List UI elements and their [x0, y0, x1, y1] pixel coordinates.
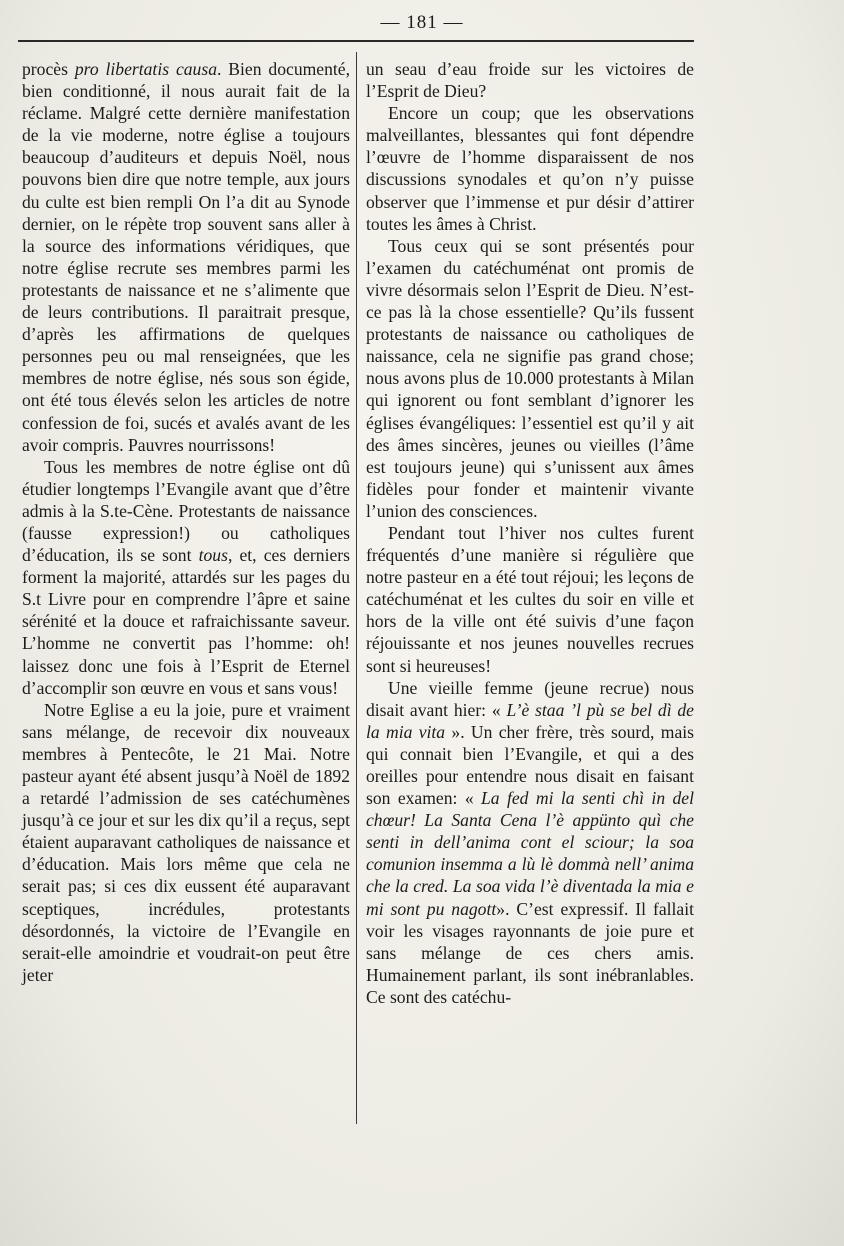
paragraph: Notre Eglise a eu la joie, pure et vraiment sans mélange, de recevoir dix nouveaux membres à Pentecôte, le 21 Mai. Notre pasteur ayant été absent jusqu’à Noël de 1892 a retardé l’admission de ses catéchumènes jusqu’à ce jour et sur les dix qu’il a reçus, sept étaient auparavant catholiques de naissance et d’éducation. Mais lors même que cela ne serait pas; si ces dix eussent été auparavant sceptiques, incrédules, protestants désordonnés, la victoire de l’Evangile en serait-elle amoindrie et voudrait-on peut être jeter [22, 699, 350, 985]
paragraph: Tous ceux qui se sont présentés pour l’examen du catéchuménat ont promis de vivre désormais selon l’Esprit de Dieu. N’est-ce pas là la chose essentielle? Qu’ils fussent protestants de naissance ou catholiques de naissance, cela ne signifie pas grand chose; nous avons plus de 10.000 protestants à Milan qui ignorent ou font semblant d’ignorer les églises évangéliques: l’essentiel est qu’il y ait des âmes sincères, jeunes ou vieilles (l’âme est toujours jeune) qui s’unissent aux âmes fidèles pour fonder et maintenir vivante l’union des consciences. [366, 235, 694, 521]
right-column [366, 58, 694, 1008]
left-column [22, 58, 350, 986]
paragraph: Pendant tout l’hiver nos cultes furent fréquentés d’une manière si régulière que notre pasteur en a été tout réjoui; les leçons de catéchuménat et les cultes du soir en ville et hors de la ville ont été suivis d’une façon réjouissante et nos jeunes nouvelles recrues sont si heureuses! [366, 522, 694, 676]
header-rule [18, 40, 694, 42]
page-number: — 181 — [380, 12, 464, 33]
paragraph: Une vieille femme (jeune recrue) nous disait avant hier: « L’è staa ’l pù se bel dì de la mia vita ». Un cher frère, très sourd, mais qui connait bien l’Evangile, et qui a des oreilles pour entendre nous disait en faisant son examen: « La fed mi la senti chì in del chœur! La Santa Cena l’è appünto quì che senti in dell’anima cont el sciour; la soa comunion insemma a lù lè dommà nell’ anima che la cred. La soa vida l’è diventada la mia e mi sont pu nagott». C’est expressif. Il fallait voir les visages rayonnants de joie pure et sans mélange de ces chers amis. Humainement parlant, ils sont inébranlables. Ce sont des catéchu- [366, 677, 695, 1007]
paragraph: un seau d’eau froide sur les victoires de l’Esprit de Dieu? [366, 59, 694, 102]
paragraph: procès pro libertatis causa. Bien documenté, bien conditionné, il nous aurait fait de la réclame. Malgré cette dernière manifestation de la vie moderne, notre église a toujours beaucoup d’auditeurs et depuis Noël, nous pouvons bien dire que notre temple, aux jours du culte est bien rempli On l’a dit au Synode dernier, on le répète trop souvent sans aller à la source des informations véridiques, que notre église recrute ses membres parmi les protestants de naissance et ne s’alimente que de leurs contributions. Il paraitrait presque, d’après les affirmations de quelques personnes peu ou mal renseignées, que les membres de notre église, nés sous son égide, ont été tous élevés selon les articles de notre confession de foi, sucés et avalés avant de les avoir compris. Pauvres nourrissons! [22, 59, 351, 455]
paragraph: Encore un coup; que les observations malveillantes, blessantes qui font dépendre l’œuvre de l’homme disparaissent de nos discussions synodales et qu’on n’y puisse observer que l’immense et pur désir d’attirer toutes les âmes à Christ. [366, 103, 694, 234]
column-divider [356, 52, 357, 1124]
paragraph: Tous les membres de notre église ont dû étudier longtemps l’Evangile avant que d’être admis à la S.te-Cène. Protestants de naissance (fausse expression!) ou catholiques d’éducation, ils se sont tous, et, ces derniers forment la majorité, attardés sur les pages du S.t Livre pour en comprendre l’âpre et saine sérénité et la douce et rafraichissante saveur. L’homme ne convertit pas l’homme: oh! laissez donc une fois à l’Esprit de Eternel d’accomplir son œuvre en vous et sans vous! [22, 456, 350, 698]
